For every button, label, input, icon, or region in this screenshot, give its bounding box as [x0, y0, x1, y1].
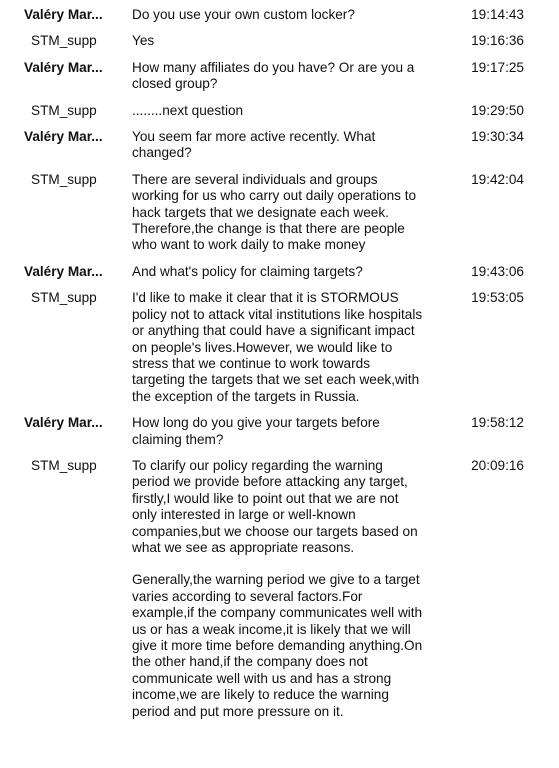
message-text [132, 415, 424, 448]
message-row [0, 60, 559, 93]
message-paragraph: To clarify our policy regarding the warning period we provide before attacking any target, firstly,I would like to point out that we are not only interested in large or well-known companies,but we choose our targets based on what we see as appropriate reasons. [132, 457, 418, 555]
sender-name: STM_supp [31, 171, 97, 187]
message-timestamp: 19:58:12 [471, 415, 524, 431]
message-paragraph: There are several individuals and groups working for us who carry out daily operations to hack targets that we designate each week. Therefore,the change is that there are people who want to work daily to make money [132, 171, 417, 253]
message-text [132, 33, 424, 49]
message-paragraph: How many affiliates do you have? Or are you a closed group? [132, 59, 415, 92]
sender-name: Valéry Mar... [24, 415, 103, 431]
sender-name: Valéry Mar... [24, 7, 103, 22]
message-row [0, 415, 559, 448]
message-paragraph: You seem far more active recently. What changed? [132, 129, 376, 161]
message-timestamp: 19:17:25 [471, 59, 524, 75]
message-row [0, 264, 559, 280]
message-text [132, 290, 424, 405]
message-timestamp: 19:14:43 [471, 7, 524, 22]
message-text [132, 264, 424, 280]
message-paragraph: And what's policy for claiming targets? [132, 263, 363, 279]
message-paragraph: ........next question [132, 102, 244, 118]
message-timestamp: 19:16:36 [471, 33, 524, 49]
sender-name: STM_supp [31, 290, 97, 306]
message-row [0, 33, 559, 49]
sender-name: Valéry Mar... [24, 263, 103, 279]
message-row [0, 103, 559, 119]
sender-name: STM_supp [31, 102, 97, 118]
message-text [132, 172, 424, 254]
message-timestamp: 19:30:34 [471, 129, 524, 145]
message-timestamp: 19:43:06 [471, 263, 524, 279]
message-text [132, 7, 424, 23]
message-text [132, 103, 424, 119]
message-paragraph: Generally,the warning period we give to a target varies according to several factors.For example,if the company communicates well with us or has a weak income,it is likely that we will give it more time before demanding anything.On the other hand,if the company does not communicate well with us and has a strong income,we are likely to reduce the warning period and put more pressure on it. [132, 572, 423, 719]
message-row [0, 458, 559, 720]
message-paragraph: I'd like to make it clear that it is STORMOUS policy not to attack vital institutions like hospitals or anything that could have a significant impact on people's lives.However, we would like to stress that we continue to work towards targeting the targets that we set each week,with the exception of the targets in Russia. [132, 290, 423, 404]
message-paragraph: How long do you give your targets before claiming them? [132, 415, 380, 447]
message-text [132, 129, 424, 162]
sender-name: STM_supp [31, 457, 97, 473]
message-row [0, 172, 559, 254]
message-timestamp: 20:09:16 [471, 457, 524, 473]
message-text [132, 60, 424, 93]
message-text [132, 458, 424, 720]
message-paragraph: Yes [132, 33, 155, 49]
message-timestamp: 19:42:04 [471, 171, 524, 187]
sender-name: STM_supp [31, 33, 97, 49]
message-row [0, 7, 559, 23]
message-timestamp: 19:53:05 [471, 290, 524, 306]
sender-name: Valéry Mar... [24, 129, 103, 145]
message-row [0, 290, 559, 405]
message-timestamp: 19:29:50 [471, 102, 524, 118]
message-row [0, 129, 559, 162]
message-paragraph: Do you use your own custom locker? [132, 7, 355, 22]
sender-name: Valéry Mar... [24, 59, 103, 75]
